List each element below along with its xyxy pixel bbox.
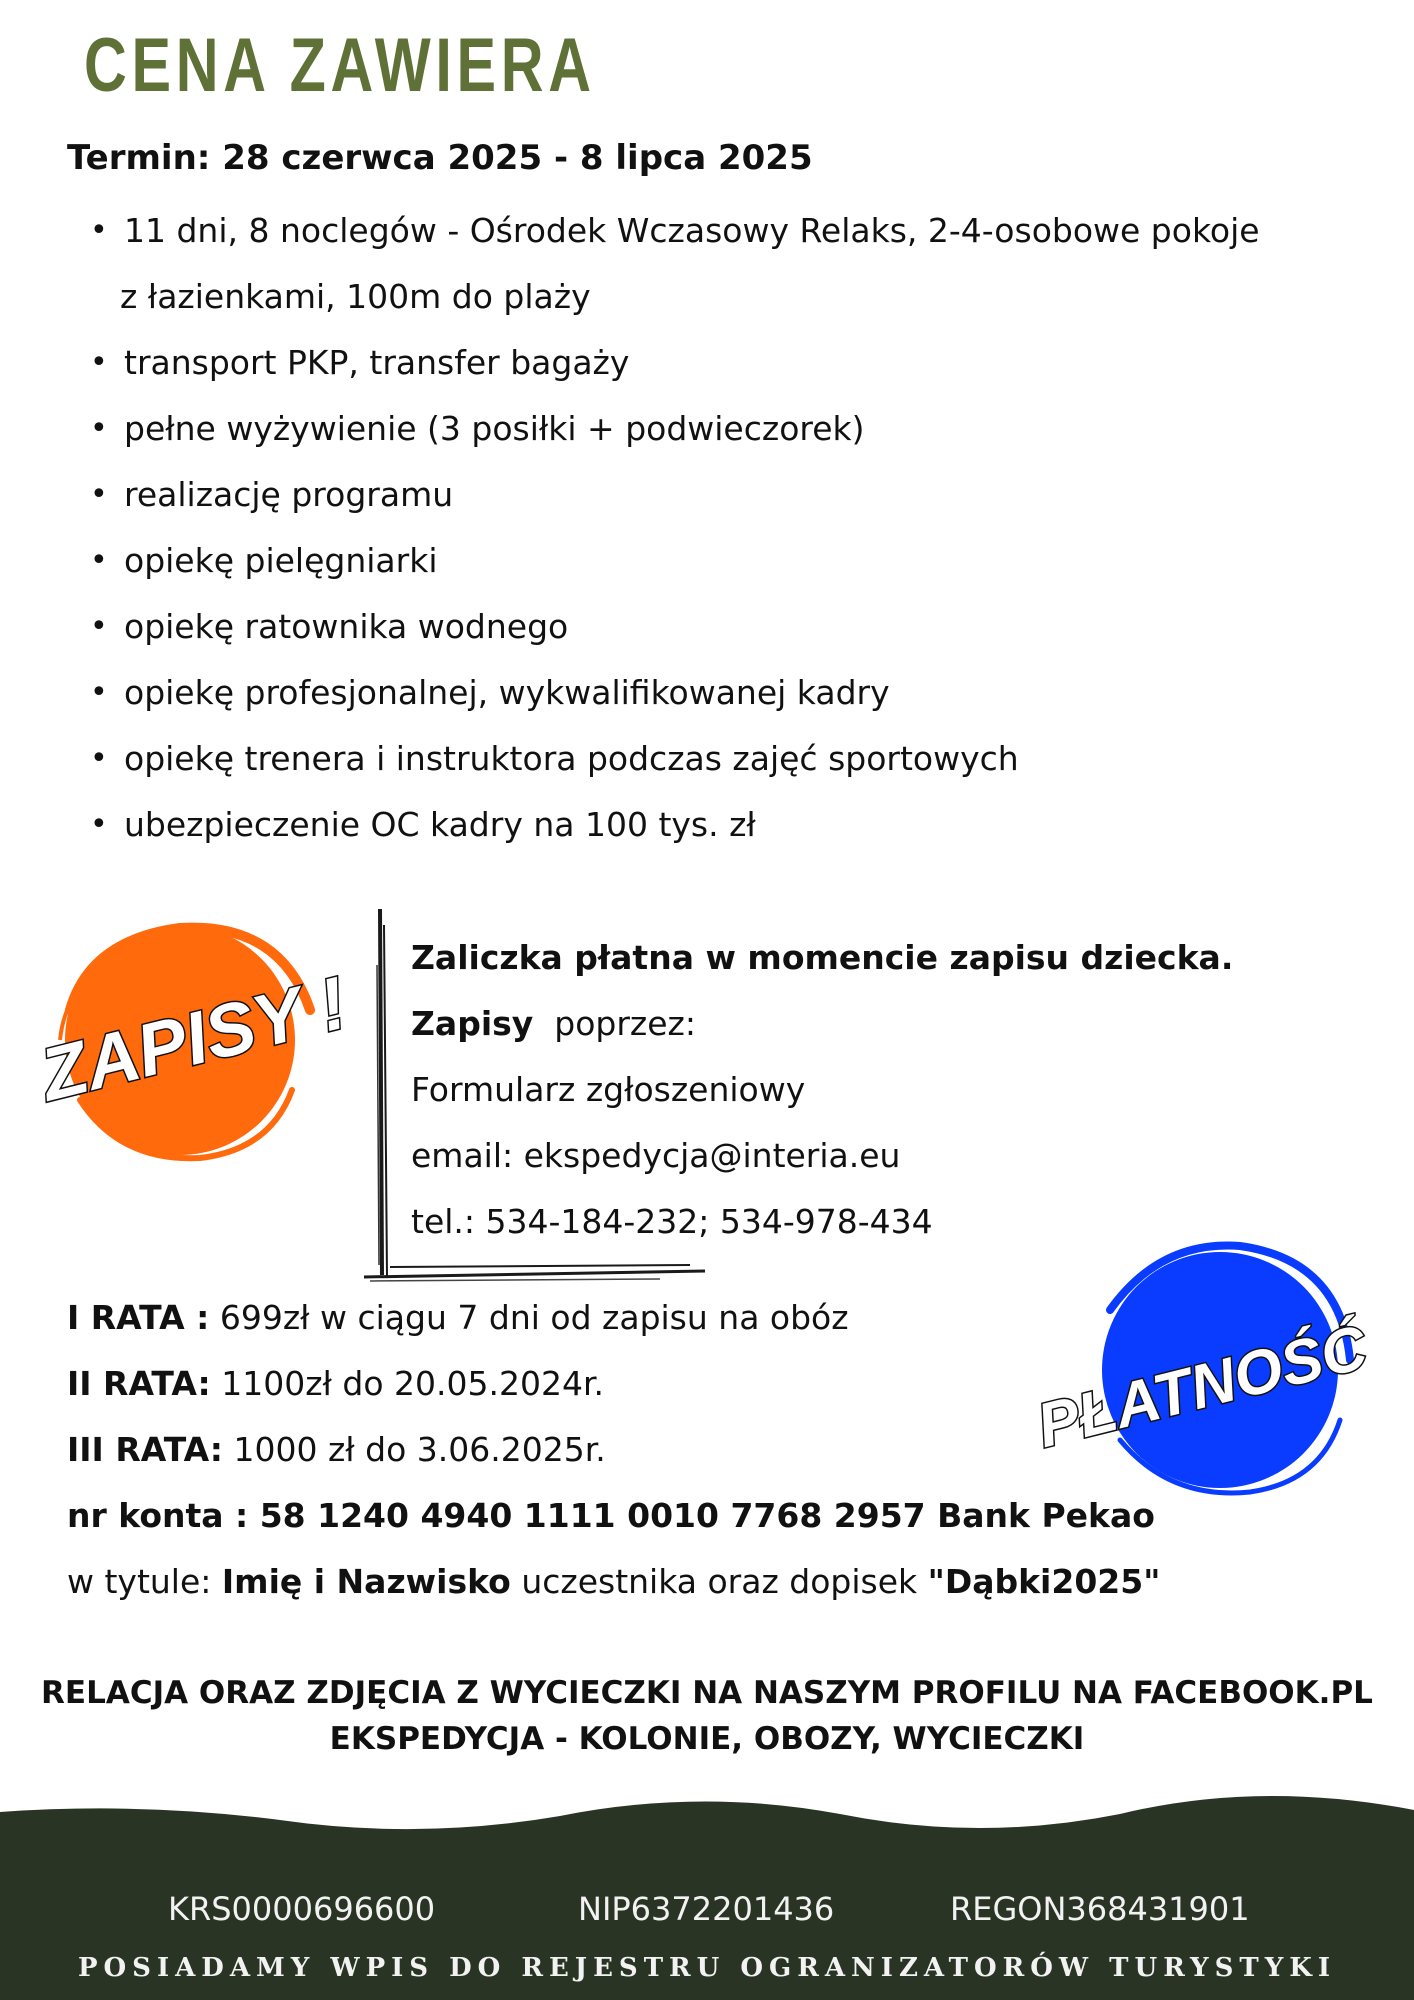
relacja-line2: EKSPEDYCJA - KOLONIE, OBOZY, WYCIECZKI [329, 1721, 1085, 1757]
list-item: • transport PKP, transfer bagaży [90, 330, 1350, 396]
email-text: email: ekspedycja@interia.eu [411, 1136, 901, 1175]
termin-dates: Termin: 28 czerwca 2025 - 8 lipca 2025 [67, 138, 813, 178]
tytul-bold: Imię i Nazwisko [221, 1562, 511, 1601]
list-item: • ubezpieczenie OC kadry na 100 tys. zł [90, 792, 1350, 858]
rata2-text: 1100zł do 20.05.2024r. [221, 1364, 605, 1403]
tourism-register-notice: POSIADAMY WPIS DO REJESTRU OGRANIZATORÓW TURYSTYKI [77, 1953, 1337, 1983]
list-item: • opiekę pielęgniarki [90, 528, 1350, 594]
formularz-text: Formularz zgłoszeniowy [411, 1070, 806, 1109]
rata1-label: I RATA : [67, 1298, 210, 1337]
page-title: CENA ZAWIERA [84, 23, 596, 108]
phone-text: tel.: 534-184-232; 534-978-434 [411, 1202, 933, 1241]
zapisy-info [411, 925, 1233, 1255]
facebook-notice [0, 1670, 1414, 1762]
list-item: • opiekę ratownika wodnego [90, 594, 1350, 660]
includes-list [90, 198, 1350, 858]
tytul-mid: uczestnika oraz dopisek [521, 1562, 918, 1601]
list-item-continuation: z łazienkami, 100m do plaży [120, 277, 591, 316]
rata2-label: II RATA: [67, 1364, 211, 1403]
tytul-code: "Dąbki2025" [927, 1562, 1161, 1601]
zapisy-badge [30, 900, 360, 1180]
list-item: • opiekę trenera i instruktora podczas zajęć sportowych [90, 726, 1350, 792]
zapisy-badge-text: ZAPISY ! [32, 960, 355, 1117]
rata3-text: 1000 zł do 3.06.2025r. [233, 1430, 606, 1469]
zaliczka-text: Zaliczka płatna w momencie zapisu dziecka. [411, 938, 1234, 977]
payments-info [67, 1285, 1160, 1615]
bank-account: nr konta : 58 1240 4940 1111 0010 7768 2957 Bank Pekao [67, 1496, 1155, 1535]
tytul-prefix: w tytule: [67, 1562, 212, 1601]
relacja-line1: RELACJA ORAZ ZDJĘCIA Z WYCIECZKI NA NASZYM PROFILU NA FACEBOOK.PL [41, 1675, 1373, 1711]
zapisy-label: Zapisy [411, 1004, 534, 1043]
registry-ids [0, 1890, 1414, 1940]
list-item: • opiekę profesjonalnej, wykwalifikowanej kadry [90, 660, 1350, 726]
nip-number: NIP6372201436 [578, 1890, 835, 1928]
list-item: • 11 dni, 8 noclegów - Ośrodek Wczasowy Relaks, 2-4-osobowe pokoje [90, 198, 1350, 264]
platnosc-badge-text: PŁATNOŚĆ [1030, 1312, 1374, 1462]
poprzez-text: poprzez: [554, 1004, 696, 1043]
krs-number: KRS0000696600 [168, 1890, 436, 1928]
regon-number: REGON368431901 [950, 1890, 1250, 1928]
list-item: • realizację programu [90, 462, 1350, 528]
list-item: • pełne wyżywienie (3 posiłki + podwieczorek) [90, 396, 1350, 462]
rata3-label: III RATA: [67, 1430, 224, 1469]
rata1-text: 699zł w ciągu 7 dni od zapisu na obóz [219, 1298, 849, 1337]
